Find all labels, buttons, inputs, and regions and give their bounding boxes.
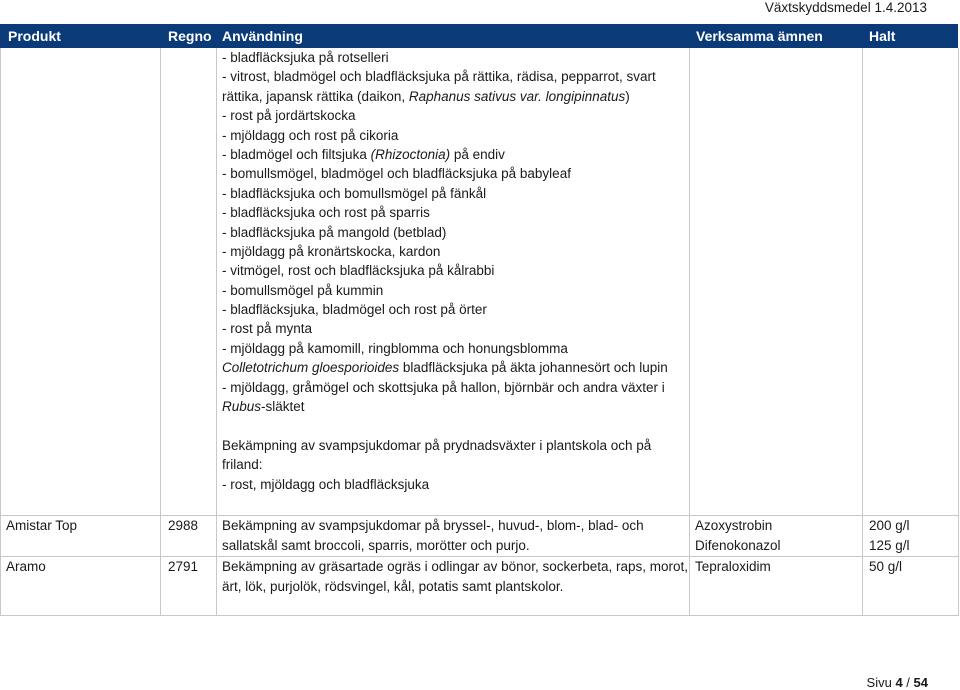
usage-line <box>222 145 692 164</box>
product-usage <box>222 516 644 555</box>
product-content <box>869 516 910 555</box>
grid-line <box>216 48 217 616</box>
column-regno: Regno <box>168 28 212 44</box>
content-value: 50 g/l <box>869 559 903 574</box>
usage-line: Bekämpning av svampsjukdomar på bryssel-, huvud-, blom-, blad- och <box>222 518 644 533</box>
usage-line: - mjöldagg på kamomill, ringblomma och honungsblomma <box>222 340 568 356</box>
table-column-header <box>0 24 958 48</box>
usage-line-text: på endiv <box>450 146 505 162</box>
ingredient: Difenokonazol <box>695 537 781 553</box>
grid-line <box>0 615 959 616</box>
usage-continued-cell <box>222 48 692 494</box>
latin-name: Rubus <box>222 399 262 415</box>
usage-line-text: ) <box>625 88 630 104</box>
column-usage: Användning <box>222 28 303 44</box>
usage-line: - bladfläcksjuka, bladmögel och rost på örter <box>222 302 487 318</box>
column-content: Halt <box>869 28 896 44</box>
usage-line: - bladfläcksjuka och bomullsmögel på fänkål <box>222 185 487 201</box>
page-separator: / <box>902 675 914 690</box>
content-value: 125 g/l <box>869 537 910 553</box>
usage-line: - vitrost, bladmögel och bladfläcksjuka på rättika, rädisa, pepparrot, svart <box>222 69 656 85</box>
page-number <box>867 675 928 690</box>
document-header-title: Växtskyddsmedel 1.4.2013 <box>764 0 927 15</box>
current-page: 4 <box>895 675 903 690</box>
grid-line <box>862 48 863 616</box>
usage-line-text: -släktet <box>261 399 305 415</box>
product-regno: 2988 <box>168 518 199 533</box>
product-ingredients <box>695 557 771 577</box>
column-product: Produkt <box>8 28 61 44</box>
usage-line: friland: <box>222 457 263 473</box>
usage-line: - mjöldagg, gråmögel och skottsjuka på hallon, björnbär och andra växter i <box>222 379 665 395</box>
blank-line <box>222 416 692 435</box>
grid-line <box>0 48 1 616</box>
usage-line: - rost, mjöldagg och bladfläcksjuka <box>222 476 430 492</box>
usage-line: - bladfläcksjuka och rost på sparris <box>222 205 430 221</box>
latin-name: Colletotrichum gloesporioides <box>222 360 400 376</box>
latin-name: (Rhizoctonia) <box>370 146 451 162</box>
usage-line-text: bladfläcksjuka på äkta johannesört och lupin <box>399 360 668 376</box>
usage-line: Bekämpning av svampsjukdomar på prydnadsväxter i plantskola och på <box>222 437 652 453</box>
product-content <box>869 557 902 577</box>
latin-name: Raphanus sativus var. longipinnatus <box>408 88 626 104</box>
ingredient: Azoxystrobin <box>695 518 773 533</box>
usage-line: - bladfläcksjuka på rotselleri <box>222 50 389 65</box>
usage-line: - vitmögel, rost och bladfläcksjuka på kålrabbi <box>222 263 495 279</box>
usage-line <box>222 87 692 106</box>
usage-line: - bomullsmögel, bladmögel och bladfläcksjuka på babyleaf <box>222 166 571 182</box>
grid-line <box>958 48 959 616</box>
usage-line <box>222 358 692 377</box>
product-name: Amistar Top <box>6 518 78 533</box>
product-name: Aramo <box>6 559 46 574</box>
usage-line-text: - bladmögel och filtsjuka <box>222 146 371 162</box>
product-usage <box>222 557 688 596</box>
usage-line <box>222 397 692 416</box>
column-ingredients: Verksamma ämnen <box>696 28 823 44</box>
product-regno: 2791 <box>168 559 199 574</box>
usage-line: sallatskål samt broccoli, sparris, morötter och purjo. <box>222 537 530 553</box>
usage-line: - rost på mynta <box>222 321 313 337</box>
product-ingredients <box>695 516 781 555</box>
content-value: 200 g/l <box>869 518 910 533</box>
usage-line: - rost på jordärtskocka <box>222 108 356 124</box>
usage-line: - bladfläcksjuka på mangold (betblad) <box>222 224 447 240</box>
usage-line: ärt, lök, purjolök, rödsvingel, kål, potatis samt plantskolor. <box>222 578 564 594</box>
usage-line: - bomullsmögel på kummin <box>222 282 384 298</box>
usage-line: - mjöldagg och rost på cikoria <box>222 127 399 143</box>
usage-line-text: rättika, japansk rättika (daikon, <box>222 88 409 104</box>
ingredient: Tepraloxidim <box>695 559 771 574</box>
usage-line: - mjöldagg på kronärtskocka, kardon <box>222 243 441 259</box>
total-pages: 54 <box>913 675 928 690</box>
grid-line <box>160 48 161 616</box>
page-prefix: Sivu <box>866 675 896 690</box>
usage-line: Bekämpning av gräsartade ogräs i odlingar av bönor, sockerbeta, raps, morot, <box>222 559 689 574</box>
